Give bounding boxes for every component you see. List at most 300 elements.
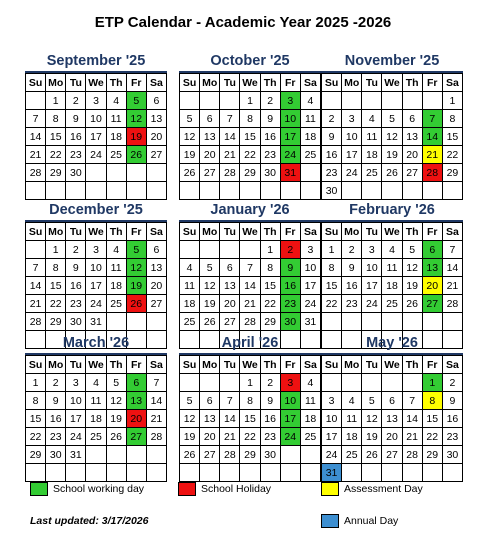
weekday-header: Tu [220, 74, 240, 92]
day-cell: 28 [240, 313, 260, 331]
empty-day-cell [402, 374, 422, 392]
day-cell: 20 [220, 295, 240, 313]
empty-day-cell [442, 464, 462, 482]
day-cell: 16 [442, 410, 462, 428]
weekday-header: Su [322, 223, 342, 241]
day-cell: 17 [362, 277, 382, 295]
weekday-header: Mo [46, 74, 66, 92]
day-cell: 5 [126, 92, 146, 110]
day-cell: 27 [126, 428, 146, 446]
day-cell: 9 [66, 110, 86, 128]
empty-day-cell [280, 464, 300, 482]
day-cell: 1 [240, 92, 260, 110]
empty-day-cell [220, 464, 240, 482]
weekday-header: Tu [362, 356, 382, 374]
day-cell: 14 [240, 277, 260, 295]
day-cell: 17 [300, 277, 320, 295]
weekday-header: Th [106, 356, 126, 374]
empty-day-cell [180, 241, 200, 259]
day-cell: 9 [280, 259, 300, 277]
day-cell: 25 [106, 146, 126, 164]
day-cell: 2 [46, 374, 66, 392]
empty-day-cell [442, 313, 462, 331]
week-row [26, 182, 167, 200]
day-cell: 13 [422, 259, 442, 277]
day-cell: 6 [146, 92, 166, 110]
legend-annual-label: Annual Day [344, 515, 399, 527]
day-cell: 26 [382, 164, 402, 182]
month-title: May '26 [366, 335, 418, 351]
weekday-header: Su [322, 356, 342, 374]
day-cell: 3 [362, 241, 382, 259]
day-cell: 23 [66, 295, 86, 313]
day-cell: 20 [422, 277, 442, 295]
day-cell: 1 [260, 241, 280, 259]
weekday-header: Mo [342, 356, 362, 374]
empty-day-cell [26, 464, 46, 482]
day-cell: 8 [422, 392, 442, 410]
week-row [322, 110, 463, 128]
day-cell: 5 [362, 392, 382, 410]
day-cell: 18 [382, 277, 402, 295]
weekday-header: Tu [66, 223, 86, 241]
empty-day-cell [106, 164, 126, 182]
day-cell: 18 [106, 128, 126, 146]
week-row [322, 295, 463, 313]
day-cell: 12 [126, 259, 146, 277]
empty-day-cell [180, 182, 200, 200]
day-cell: 24 [342, 164, 362, 182]
week-row [26, 295, 167, 313]
day-cell: 26 [200, 313, 220, 331]
week-row [26, 277, 167, 295]
day-cell: 17 [280, 410, 300, 428]
annual-day-swatch [321, 514, 339, 528]
month-table [179, 355, 321, 482]
month-title: December '25 [49, 202, 143, 218]
day-cell: 26 [126, 295, 146, 313]
empty-day-cell [362, 313, 382, 331]
day-cell: 26 [180, 164, 200, 182]
day-cell: 5 [106, 374, 126, 392]
month-table [25, 73, 167, 200]
day-cell: 24 [322, 446, 342, 464]
day-cell: 20 [200, 146, 220, 164]
day-cell: 23 [260, 146, 280, 164]
day-cell: 29 [422, 446, 442, 464]
day-cell: 8 [260, 259, 280, 277]
day-cell: 31 [86, 313, 106, 331]
day-cell: 4 [300, 92, 320, 110]
month-title: November '25 [344, 53, 440, 69]
day-cell: 11 [342, 410, 362, 428]
empty-day-cell [200, 464, 220, 482]
month-3 [25, 200, 167, 349]
day-cell: 20 [146, 277, 166, 295]
weekday-header: Tu [362, 74, 382, 92]
empty-day-cell [322, 374, 342, 392]
week-row [26, 259, 167, 277]
empty-day-cell [422, 182, 442, 200]
empty-day-cell [422, 313, 442, 331]
day-cell: 22 [442, 146, 462, 164]
month-5 [321, 200, 463, 349]
weekday-header: We [240, 356, 260, 374]
day-cell: 24 [86, 295, 106, 313]
weekday-header: We [86, 356, 106, 374]
day-cell: 5 [382, 110, 402, 128]
day-cell: 13 [220, 277, 240, 295]
empty-day-cell [126, 164, 146, 182]
day-cell: 16 [66, 277, 86, 295]
day-cell: 6 [382, 392, 402, 410]
weekday-header: Mo [342, 223, 362, 241]
day-cell: 21 [26, 146, 46, 164]
day-cell: 31 [66, 446, 86, 464]
weekday-header: Sa [300, 223, 320, 241]
weekday-header: Th [402, 223, 422, 241]
weekday-header: Fr [126, 356, 146, 374]
day-cell: 13 [200, 410, 220, 428]
day-cell: 25 [180, 313, 200, 331]
day-cell: 31 [322, 464, 342, 482]
day-cell: 30 [322, 182, 342, 200]
day-cell: 19 [402, 277, 422, 295]
day-cell: 27 [382, 446, 402, 464]
empty-day-cell [126, 182, 146, 200]
day-cell: 10 [280, 392, 300, 410]
day-cell: 13 [146, 259, 166, 277]
day-cell: 25 [86, 428, 106, 446]
weekday-header: Th [106, 223, 126, 241]
day-cell: 7 [220, 110, 240, 128]
day-cell: 27 [200, 446, 220, 464]
day-cell: 21 [442, 277, 462, 295]
day-cell: 30 [280, 313, 300, 331]
empty-day-cell [422, 92, 442, 110]
day-cell: 9 [442, 392, 462, 410]
day-cell: 4 [180, 259, 200, 277]
month-6 [25, 333, 167, 482]
day-cell: 25 [342, 446, 362, 464]
empty-day-cell [126, 464, 146, 482]
empty-day-cell [342, 464, 362, 482]
weekday-header: Sa [442, 223, 462, 241]
week-row [26, 128, 167, 146]
day-cell: 19 [180, 146, 200, 164]
week-row [180, 428, 321, 446]
day-cell: 24 [280, 146, 300, 164]
day-cell: 28 [26, 313, 46, 331]
month-title: March '26 [62, 335, 130, 351]
empty-day-cell [260, 464, 280, 482]
day-cell: 8 [46, 259, 66, 277]
week-row [180, 241, 321, 259]
weekday-header: We [382, 356, 402, 374]
day-cell: 22 [322, 295, 342, 313]
last-updated-note: Last updated: 3/17/2026 [30, 515, 149, 527]
day-cell: 14 [442, 259, 462, 277]
day-cell: 30 [442, 446, 462, 464]
day-cell: 4 [86, 374, 106, 392]
day-cell: 24 [300, 295, 320, 313]
empty-day-cell [280, 446, 300, 464]
empty-day-cell [200, 374, 220, 392]
day-cell: 30 [260, 164, 280, 182]
day-cell: 17 [86, 128, 106, 146]
weekday-header: Tu [220, 223, 240, 241]
day-cell: 8 [240, 110, 260, 128]
day-cell: 9 [46, 392, 66, 410]
day-cell: 12 [200, 277, 220, 295]
empty-day-cell [146, 182, 166, 200]
day-cell: 11 [86, 392, 106, 410]
week-row [322, 464, 463, 482]
week-row [322, 392, 463, 410]
day-cell: 2 [442, 374, 462, 392]
empty-day-cell [26, 92, 46, 110]
week-row [26, 446, 167, 464]
day-cell: 15 [240, 128, 260, 146]
empty-day-cell [146, 313, 166, 331]
week-row [322, 277, 463, 295]
day-cell: 3 [280, 374, 300, 392]
day-cell: 6 [220, 259, 240, 277]
day-cell: 3 [322, 392, 342, 410]
empty-day-cell [106, 446, 126, 464]
day-cell: 14 [26, 128, 46, 146]
empty-day-cell [146, 464, 166, 482]
day-cell: 1 [26, 374, 46, 392]
day-cell: 21 [220, 428, 240, 446]
day-cell: 6 [200, 110, 220, 128]
month-2 [321, 51, 463, 200]
week-row [26, 110, 167, 128]
day-cell: 15 [240, 410, 260, 428]
empty-day-cell [220, 374, 240, 392]
week-row [180, 464, 321, 482]
day-cell: 22 [240, 146, 260, 164]
day-cell: 26 [106, 428, 126, 446]
day-cell: 11 [106, 259, 126, 277]
day-cell: 21 [146, 410, 166, 428]
day-cell: 6 [146, 241, 166, 259]
weekday-header: Sa [146, 223, 166, 241]
day-cell: 17 [342, 146, 362, 164]
day-cell: 21 [422, 146, 442, 164]
weekday-header: We [382, 74, 402, 92]
day-cell: 6 [200, 392, 220, 410]
weekday-header: We [240, 74, 260, 92]
day-cell: 27 [146, 146, 166, 164]
day-cell: 20 [402, 146, 422, 164]
week-row [180, 259, 321, 277]
day-cell: 5 [126, 241, 146, 259]
day-cell: 15 [442, 128, 462, 146]
legend-assessment-label: Assessment Day [344, 483, 423, 495]
empty-day-cell [280, 182, 300, 200]
weekday-header: Mo [200, 74, 220, 92]
day-cell: 6 [402, 110, 422, 128]
assessment-day-swatch [321, 482, 339, 496]
day-cell: 23 [260, 428, 280, 446]
empty-day-cell [66, 182, 86, 200]
day-cell: 4 [106, 241, 126, 259]
day-cell: 29 [260, 313, 280, 331]
day-cell: 7 [402, 392, 422, 410]
day-cell: 4 [382, 241, 402, 259]
day-cell: 4 [106, 92, 126, 110]
week-row [322, 259, 463, 277]
day-cell: 20 [126, 410, 146, 428]
day-cell: 25 [300, 146, 320, 164]
day-cell: 23 [322, 164, 342, 182]
day-cell: 7 [220, 392, 240, 410]
month-4 [179, 200, 321, 349]
empty-day-cell [220, 92, 240, 110]
empty-day-cell [146, 164, 166, 182]
day-cell: 8 [46, 110, 66, 128]
day-cell: 19 [126, 128, 146, 146]
day-cell: 7 [26, 110, 46, 128]
day-cell: 9 [342, 259, 362, 277]
day-cell: 28 [422, 164, 442, 182]
empty-day-cell [180, 92, 200, 110]
week-row [26, 164, 167, 182]
weekday-header: Fr [280, 74, 300, 92]
day-cell: 11 [106, 110, 126, 128]
day-cell: 7 [422, 110, 442, 128]
week-row [322, 313, 463, 331]
empty-day-cell [126, 446, 146, 464]
weekday-header: Sa [300, 356, 320, 374]
day-cell: 7 [240, 259, 260, 277]
day-cell: 12 [402, 259, 422, 277]
day-cell: 11 [362, 128, 382, 146]
day-cell: 18 [86, 410, 106, 428]
empty-day-cell [342, 92, 362, 110]
day-cell: 17 [280, 128, 300, 146]
weekday-header: Tu [66, 356, 86, 374]
empty-day-cell [260, 182, 280, 200]
day-cell: 2 [260, 374, 280, 392]
empty-day-cell [240, 182, 260, 200]
day-cell: 1 [240, 374, 260, 392]
empty-day-cell [362, 182, 382, 200]
day-cell: 1 [442, 92, 462, 110]
day-cell: 10 [86, 259, 106, 277]
empty-day-cell [26, 182, 46, 200]
empty-day-cell [442, 182, 462, 200]
day-cell: 21 [240, 295, 260, 313]
weekday-header: We [86, 223, 106, 241]
week-row [180, 128, 321, 146]
day-cell: 19 [200, 295, 220, 313]
day-cell: 12 [362, 410, 382, 428]
week-row [322, 92, 463, 110]
day-cell: 19 [180, 428, 200, 446]
weekday-header: Mo [342, 74, 362, 92]
day-cell: 19 [126, 277, 146, 295]
empty-day-cell [322, 313, 342, 331]
day-cell: 7 [26, 259, 46, 277]
day-cell: 24 [66, 428, 86, 446]
empty-day-cell [342, 313, 362, 331]
day-cell: 30 [260, 446, 280, 464]
month-0 [25, 51, 167, 200]
day-cell: 18 [300, 128, 320, 146]
week-row [180, 313, 321, 331]
day-cell: 14 [26, 277, 46, 295]
empty-day-cell [300, 464, 320, 482]
day-cell: 22 [260, 295, 280, 313]
empty-day-cell [86, 182, 106, 200]
day-cell: 4 [362, 110, 382, 128]
day-cell: 2 [280, 241, 300, 259]
day-cell: 3 [86, 241, 106, 259]
day-cell: 14 [220, 128, 240, 146]
weekday-header: Su [26, 74, 46, 92]
day-cell: 3 [66, 374, 86, 392]
weekday-header: Tu [362, 223, 382, 241]
month-title: October '25 [210, 53, 290, 69]
week-row [26, 464, 167, 482]
empty-day-cell [382, 92, 402, 110]
day-cell: 18 [362, 146, 382, 164]
day-cell: 6 [422, 241, 442, 259]
day-cell: 17 [66, 410, 86, 428]
day-cell: 29 [46, 164, 66, 182]
day-cell: 24 [362, 295, 382, 313]
day-cell: 24 [86, 146, 106, 164]
empty-day-cell [220, 182, 240, 200]
weekday-header: Th [106, 74, 126, 92]
week-row [180, 92, 321, 110]
day-cell: 8 [26, 392, 46, 410]
day-cell: 7 [146, 374, 166, 392]
page-title: ETP Calendar - Academic Year 2025 -2026 [94, 14, 392, 31]
week-row [322, 410, 463, 428]
day-cell: 14 [146, 392, 166, 410]
empty-day-cell [46, 464, 66, 482]
weekday-header: Tu [66, 74, 86, 92]
month-table [321, 222, 463, 349]
day-cell: 23 [66, 146, 86, 164]
day-cell: 9 [322, 128, 342, 146]
day-cell: 8 [322, 259, 342, 277]
day-cell: 5 [402, 241, 422, 259]
day-cell: 17 [86, 277, 106, 295]
day-cell: 5 [180, 110, 200, 128]
day-cell: 15 [26, 410, 46, 428]
month-title: September '25 [46, 53, 146, 69]
day-cell: 18 [300, 410, 320, 428]
month-table [321, 355, 463, 482]
weekday-header: Su [322, 74, 342, 92]
day-cell: 31 [280, 164, 300, 182]
empty-day-cell [382, 182, 402, 200]
holiday-swatch [178, 482, 196, 496]
day-cell: 29 [46, 313, 66, 331]
empty-day-cell [402, 464, 422, 482]
empty-day-cell [86, 164, 106, 182]
empty-day-cell [86, 446, 106, 464]
day-cell: 9 [260, 392, 280, 410]
weekday-header: Tu [220, 356, 240, 374]
day-cell: 15 [260, 277, 280, 295]
week-row [322, 182, 463, 200]
day-cell: 4 [300, 374, 320, 392]
